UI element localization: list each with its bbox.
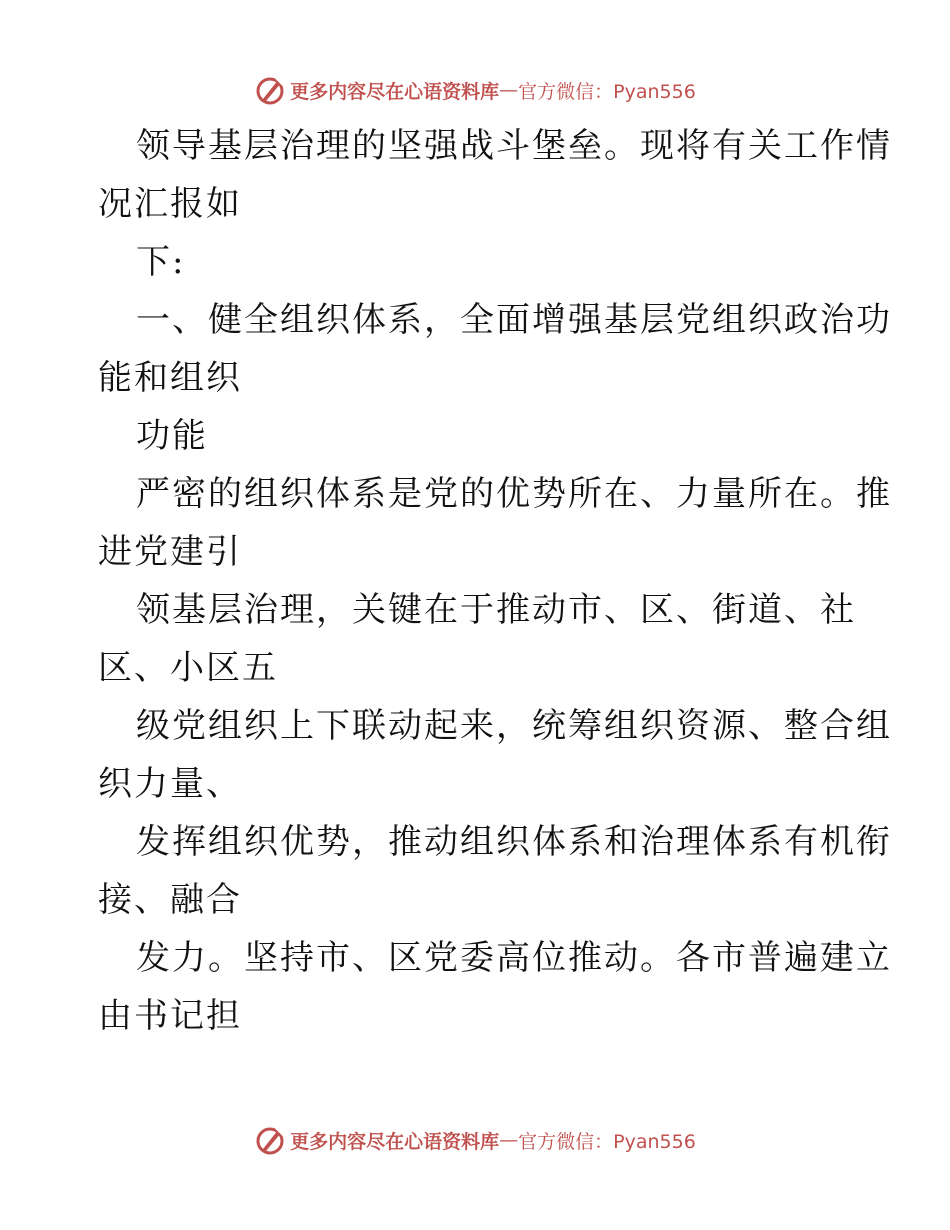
- text-line: 区、小区五: [98, 648, 278, 688]
- text-line: 严密的组织体系是党的优势所在、力量所在。推: [136, 474, 892, 514]
- text-line: 发力。坚持市、区党委高位推动。各市普遍建立: [136, 938, 892, 978]
- wechat-text: 官方微信：Pyan556: [518, 80, 696, 103]
- separator: —: [499, 1129, 519, 1151]
- quill-logo-icon: [254, 74, 286, 106]
- text-line: 一、健全组织体系，全面增强基层党组织政治功: [136, 300, 892, 340]
- text-line: 下:: [136, 242, 186, 282]
- text-line: 由书记担: [98, 996, 242, 1036]
- footer-banner: [0, 1120, 950, 1160]
- text-line: 接、融合: [98, 880, 242, 920]
- quill-logo-icon: [254, 1124, 286, 1156]
- text-line: 级党组织上下联动起来，统筹组织资源、整合组: [136, 706, 892, 746]
- brand-text: 更多内容尽在心语资料库: [290, 80, 500, 103]
- brand-text: 更多内容尽在心语资料库: [290, 1130, 500, 1153]
- text-line: 织力量、: [98, 764, 242, 804]
- wechat-text: 官方微信：Pyan556: [518, 1130, 696, 1153]
- text-line: 况汇报如: [98, 184, 242, 224]
- text-line: 领导基层治理的坚强战斗堡垒。现将有关工作情: [136, 126, 892, 166]
- text-line: 发挥组织优势，推动组织体系和治理体系有机衔: [136, 822, 892, 862]
- text-line: 能和组织: [98, 358, 242, 398]
- text-line: 领基层治理，关键在于推动市、区、街道、社: [136, 590, 856, 630]
- text-line: 功能: [136, 416, 208, 456]
- separator: —: [499, 79, 519, 101]
- document-body: [0, 117, 950, 1045]
- header-banner: [0, 70, 950, 110]
- text-line: 进党建引: [98, 532, 242, 572]
